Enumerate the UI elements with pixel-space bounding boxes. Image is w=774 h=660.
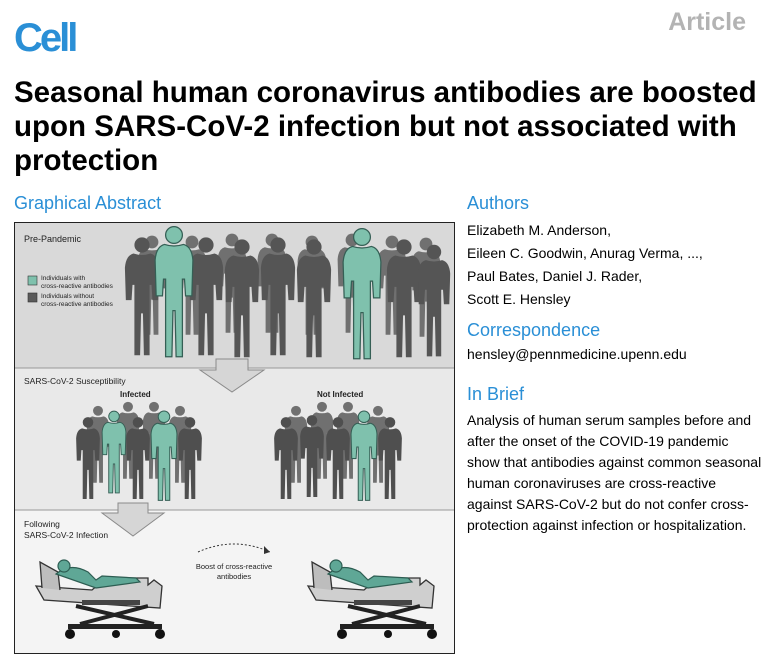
graphical-abstract-figure [14, 222, 455, 654]
in-brief-heading: In Brief [467, 384, 525, 404]
author-line: Paul Bates, Daniel J. Rader, [467, 268, 643, 284]
paper-title: Seasonal human coronavirus antibodies are boosted upon SARS-CoV-2 infection but not associated with protection [14, 76, 757, 177]
correspondence-heading: Correspondence [467, 320, 601, 340]
correspondence-email[interactable]: hensley@pennmedicine.upenn.edu [467, 346, 687, 362]
journal-logo: Cell [14, 16, 76, 60]
boost-label-line1: Boost of cross-reactive [195, 562, 273, 571]
article-type-label: Article [668, 8, 746, 36]
following-label-line1: Following [24, 519, 60, 529]
legend-with-line1: Individuals with [41, 275, 86, 282]
graphical-abstract-heading: Graphical Abstract [14, 193, 162, 213]
legend-swatch-with [28, 276, 37, 285]
susceptibility-label: SARS-CoV-2 Susceptibility [24, 376, 126, 386]
legend-swatch-without [28, 293, 37, 302]
author-line: Elizabeth M. Anderson, [467, 222, 611, 238]
legend-without-line2: cross-reactive antibodies [41, 301, 113, 308]
following-label-line2: SARS-CoV-2 Infection [24, 530, 109, 540]
infected-label: Infected [120, 390, 151, 399]
in-brief-text: Analysis of human serum samples before and after the onset of the COVID-19 pandemic show that antibodies against common seasonal human coronaviruses are cross-reactive against SARS-CoV-2 but do not confer cross-protection against infection or hospitalization. [467, 412, 762, 533]
authors-heading: Authors [467, 193, 530, 213]
not-infected-label: Not Infected [317, 390, 364, 399]
author-line: Eileen C. Goodwin, Anurag Verma, ..., [467, 245, 703, 261]
authors-list [467, 219, 703, 311]
boost-label-line2: antibodies [216, 572, 252, 581]
pre-pandemic-label: Pre-Pandemic [24, 234, 82, 244]
legend-with-line2: cross-reactive antibodies [41, 283, 113, 290]
author-line: Scott E. Hensley [467, 291, 571, 307]
legend-without-line1: Individuals without [41, 293, 95, 300]
